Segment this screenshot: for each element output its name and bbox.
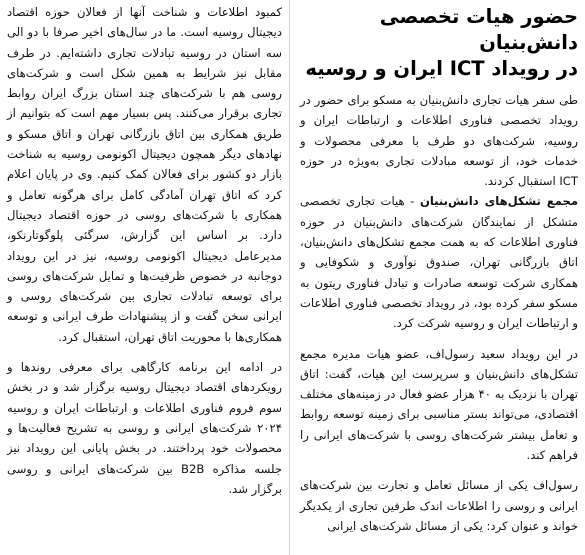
body-paragraph-right-2: در این رویداد سعید رسول‌اف، عضو هیات مدیره مجمع تشکل‌های دانش‌بنیان و سرپرست این هیات، گفت: اتاق تهران با نزدیک به ۴۰ هزار عضو فعال در زمینه‌های مختلف اقتصادی، می‌تواند بستر مناسبی برای زمینه توسعه روابط و تعامل بیشتر شرکت‌های روسی با شرکت‌های ایرانی را فراهم کند. [300,346,579,463]
body-paragraph-left-2: در ادامه این برنامه کارگاهی برای معرفی روندها و رویکردهای اقتصاد دیجیتال روسیه برگزار شد و در بخش سوم فروم فناوری اطلاعات و ارتباطات ایران و روسیه ۲۰۲۴ شرکت‌های ایرانی و روسی به تشریح فعالیت‌ها و محصولات خود پرداختند. در بخش پایانی این رویداد نیز جلسه مذاکره B2B بین شرکت‌های ایرانی و روسی برگزار شد. [7,360,282,496]
lead-paragraph: طی سفر هیات تجاری دانش‌بنیان به مسکو برای حضور در رویداد تخصصی فناوری اطلاعات و ارتباطات ایران و روسیه، شرکت‌های دو طرف با معرفی محصولات و خدمات خود، از توسعه مبادلات تجاری به‌ویژه در حوزه ICT استقبال کردند. [300,93,578,189]
article-column-left [0,0,288,555]
headline-line-1: حضور هیات تخصصی دانش‌بنیان [379,5,578,54]
section-subhead: مجمع تشکل‌های دانش‌بنیان [419,194,578,209]
body-paragraph-right-3: رسول‌اف یکی از مسائل تعامل و تجارت بین شرکت‌های ایرانی و روسی را اطلاعات اندک طرفین تجاری از یکدیگر خواند و عنوان کرد: یکی از مسائل شرکت‌های ایرانی [300,478,578,533]
subhead-paragraph [300,191,578,333]
body-paragraph-left-1: کمبود اطلاعات و شناخت آنها از فعالان حوزه اقتصاد دیجیتال روسیه است. ما در سال‌های اخیر صرفا با دو الی سه استان در روسیه تبادلات تجاری داشته‌ایم. در طرف مقابل نیز شرایط به همین شکل است و شرکت‌های روسی هم با شرکت‌های چند استان بزرگ ایران روابط تجاری برقرار می‌کنند. پس بسیار مهم است که بتوانیم از طریق همکاری بین اتاق بازرگانی تهران و اتاق مسکو و نهادهای دیگر همچون دیجیتال اکونومی روسیه به شناخت بازار دو کشور برای فعالان کمک کنیم. وی در پایان اعلام کرد که اتاق تهران آمادگی کامل برای هرگونه تعامل و همکاری با شرکت‌های روسی در حوزه اقتصاد دیجیتال دارد. بر اساس این گزارش، سرگئی پلوگوتارنکو، مدیرعامل دیجیتال اکونومی روسیه، نیز در این رویداد دوجانبه در خصوص ظرفیت‌ها و تمایل شرکت‌های روسی برای توسعه تبادلات تجاری بین شرکت‌های روسی و ایرانی سخن گفت و از پیشنهادات طرف ایرانی و توسعه همکاری‌ها با محوریت اتاق تهران، استقبال کرد. [7,5,282,344]
subhead-body: - هیات تجاری تخصصی متشکل از نمایندگان شرکت‌های دانش‌بنیان در حوزه فناوری اطلاعات که به همت مجمع تشکل‌های دانش‌بنیان، اتاق بازرگانی تهران، صندوق نوآوری و شکوفایی و همکاری شرکت توسعه صادرات و تبادل فناوری ریتون به مسکو سفر کرده بود، در رویداد تخصصی فناوری اطلاعات و ارتباطات ایران و روسیه شرکت کرد. [300,194,578,331]
article-column-right [296,0,585,555]
column-divider [289,0,290,555]
article-headline [300,0,578,82]
headline-line-2: در رویداد ICT ایران و روسیه [305,57,578,80]
